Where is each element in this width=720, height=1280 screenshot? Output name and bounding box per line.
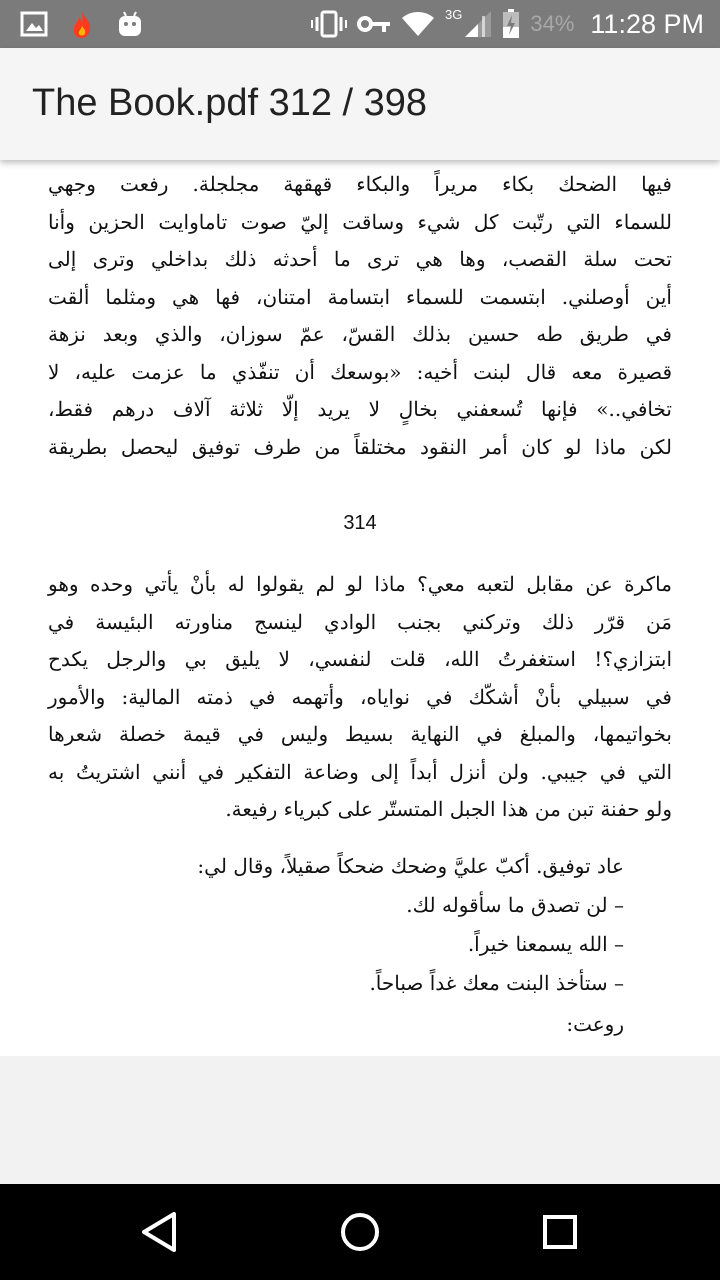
text-line: قصيرة معه قال لبنت أخيه: «بوسعك أن تنفّذي ما عزمت عليه، لا — [48, 359, 672, 384]
image-notification-icon — [20, 11, 48, 37]
text-line: ولو حفنة تبن من هذا الجبل المتستّر على كبرياء رفيعة. — [225, 797, 672, 821]
dialogue-line: عاد توفيق. أكبّ عليَّ وضحك ضحكاً صقيلاً، وقال لي: — [197, 854, 624, 878]
dialogue-line: – ستأخذ البنت معك غداً صباحاً. — [369, 971, 624, 995]
text-line: بخواتيمها، والمبلغ في النهاية بسيط وليس في قيمة خصلة شعرها — [48, 722, 672, 746]
dialogue-line: – لن تصدق ما سأقوله لك. — [406, 893, 624, 917]
back-icon — [136, 1208, 184, 1256]
text-line: ماكرة عن مقابل لتعبه معي؟ ماذا لو لم يقولوا له بأنْ يأتي وحده وهو — [48, 572, 672, 596]
text-line: مَن قرّر ذلك وتركني بجنب الوادي لينسج مناورته البئيسة في — [48, 609, 672, 634]
text-line: تحت سلة القصب، وها هي ترى ما أحدثه ذلك بداخلي وترى إلى — [48, 247, 672, 271]
text-line: في سبيلي بأنْ أشكّك في نواياه، وأتهمه في ذمته المالية: والأمور — [48, 684, 672, 709]
text-line: في طريق طه حسين بذلك القسّ، عمّ سوزان، والذي وبعد نزهة — [48, 322, 672, 346]
wifi-icon — [401, 11, 435, 37]
signal-icon — [464, 10, 492, 38]
text-line: تخافي..» فإنها تُسعفني بخالٍ لا يريد إلّا ثلاثة آلاف درهم فقط، — [48, 397, 672, 421]
key-icon — [357, 14, 391, 34]
network-type: 3G — [445, 6, 463, 22]
recents-button[interactable] — [536, 1208, 584, 1256]
pdf-page-view[interactable] — [0, 160, 720, 1056]
dialogue-line: روعت: — [566, 1012, 624, 1036]
page-number: 314 — [343, 512, 377, 534]
page-gap — [0, 1056, 720, 1184]
battery-percent: 34% — [530, 11, 575, 36]
vibrate-icon — [311, 10, 347, 38]
text-line: أين أوصلني. ابتسمت للسماء ابتسامة امتنان، فها هي ومثلما ألقت — [48, 284, 672, 309]
top-paragraph — [48, 166, 672, 466]
second-paragraph — [48, 566, 672, 829]
dialogue-line: – الله يسمعنا خيراً. — [467, 932, 624, 956]
navigation-bar — [0, 1184, 720, 1280]
flame-notification-icon — [70, 9, 94, 39]
recents-icon — [536, 1208, 584, 1256]
text-line: فيها الضحك بكاء مريراً والبكاء قهقهة مجلجلة. رفعت وجهي — [48, 172, 672, 196]
text-line: لكن ماذا لو كان أمر النقود مختلقاً من طرف توفيق ليحصل بطريقة — [48, 434, 672, 459]
text-line: التي في جيبي. ولن أنزل أبداً إلى وضاعة التفكير في أنني اشتريتُ به — [48, 759, 672, 784]
system-icons — [311, 0, 704, 48]
clock: 11:28 PM — [590, 8, 704, 39]
home-button[interactable] — [336, 1208, 384, 1256]
android-notification-icon — [116, 10, 144, 38]
back-button[interactable] — [136, 1208, 184, 1256]
home-icon — [336, 1208, 384, 1256]
text-line: للسماء التي رتّبت كل شيء وساقت إليّ صوت تاماوايت الحزين وأنا — [48, 209, 672, 234]
battery-icon — [502, 9, 520, 39]
text-line: ابتزازي؟! استغفرتُ الله، قلت لنفسي، لا يليق بي والرجل يكدح — [48, 647, 672, 671]
notification-icons — [20, 8, 144, 40]
app-bar — [0, 48, 720, 160]
document-title: The Book.pdf 312 / 398 — [32, 82, 428, 124]
status-bar — [0, 0, 720, 48]
